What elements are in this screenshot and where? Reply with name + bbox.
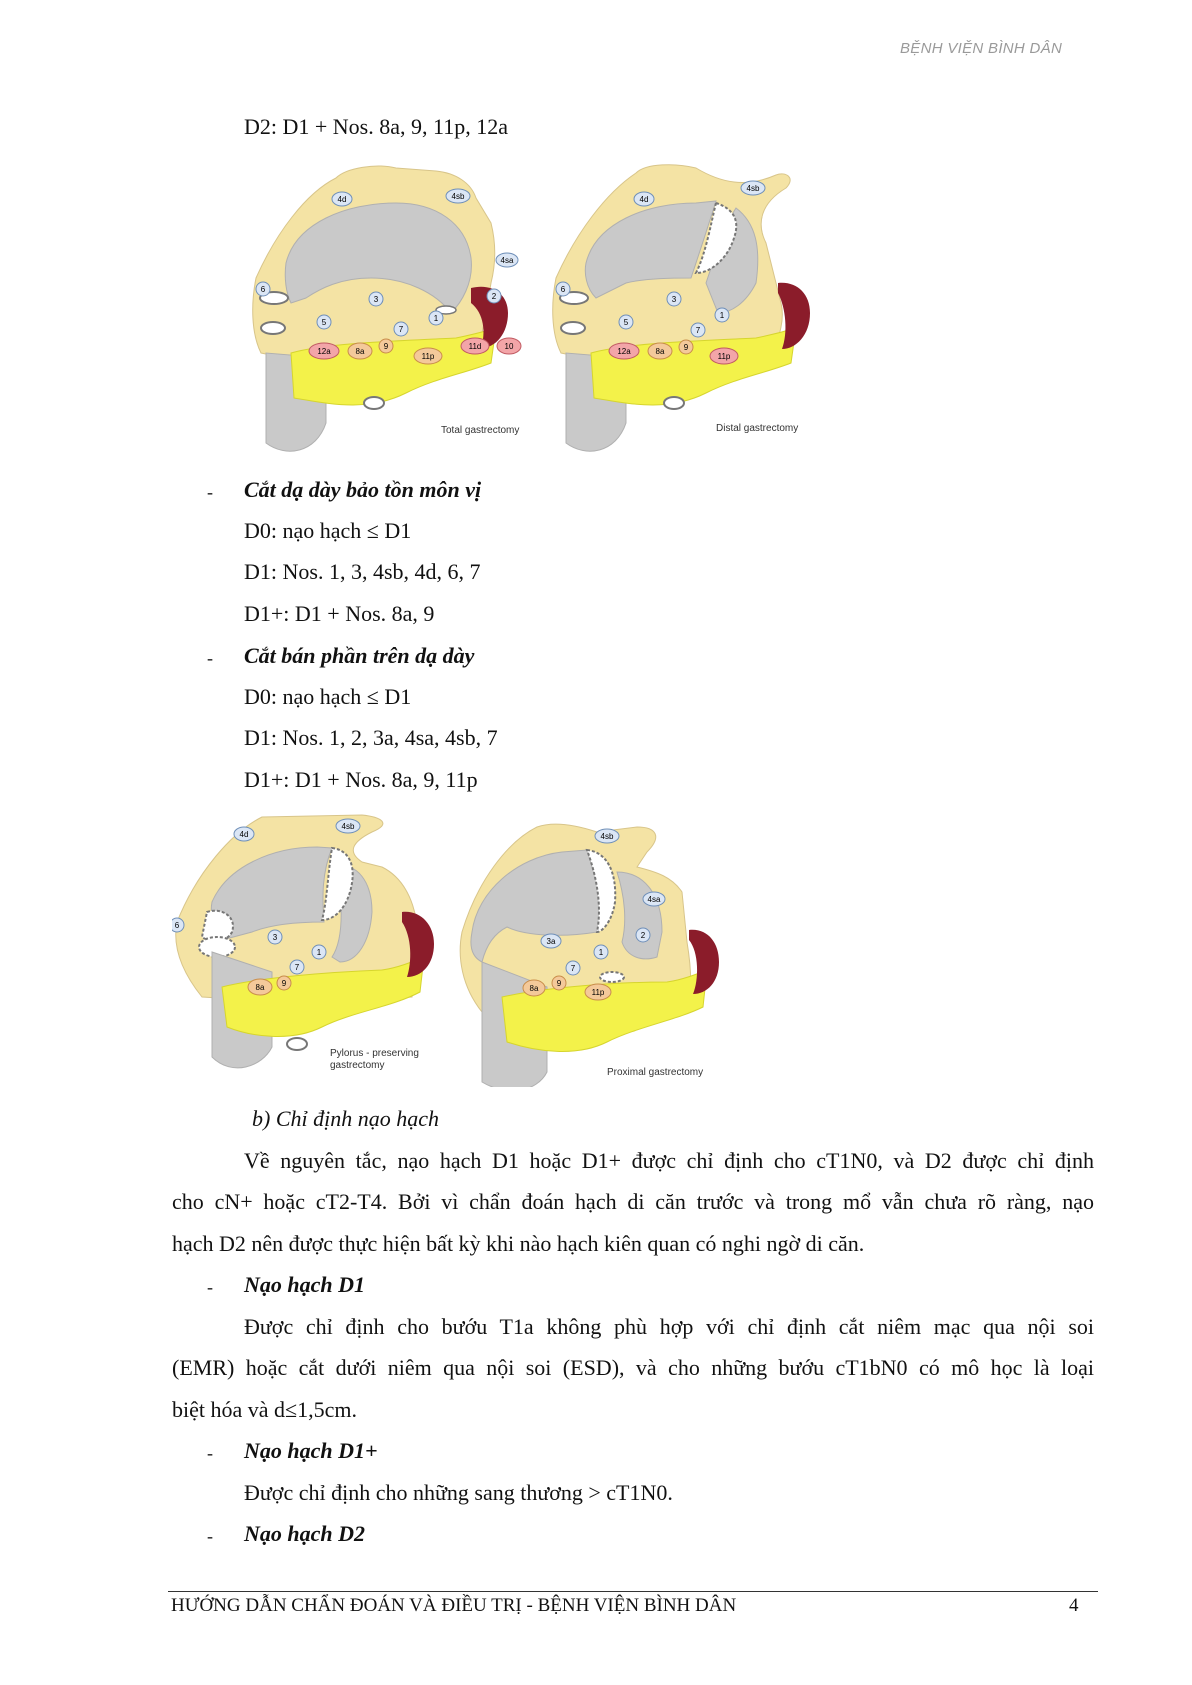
figure-2-svg xyxy=(172,812,742,1087)
footer-title: HƯỚNG DẪN CHẨN ĐOÁN VÀ ĐIỀU TRỊ - BỆNH VIỆN BÌNH DÂN xyxy=(171,1595,737,1616)
lymph-node-label: 8a xyxy=(655,347,665,356)
lymph-node-label: 6 xyxy=(560,285,566,294)
figure-caption: Pylorus - preserving xyxy=(330,1048,419,1059)
panel-pylorus-preserving xyxy=(172,815,434,1071)
lymph-node-label: 12a xyxy=(317,347,331,356)
figure-caption: Distal gastrectomy xyxy=(716,423,799,434)
lymph-node-label: 11p xyxy=(717,352,731,361)
panel-distal-gastrectomy xyxy=(553,165,810,451)
paragraph-line: (EMR) hoặc cắt dưới niêm qua nội soi (ESD), và cho những bướu cT1bN0 có mô học là loại xyxy=(172,1355,1094,1380)
lymph-node-label: 9 xyxy=(281,979,287,988)
lymph-node-label: 7 xyxy=(695,326,701,335)
lymph-node-label: 5 xyxy=(623,318,629,327)
lymph-node-label: 7 xyxy=(398,325,404,334)
lymph-node-label: 3 xyxy=(671,295,677,304)
figure-1-svg xyxy=(246,163,866,458)
lymph-node-label: 4d xyxy=(639,195,649,204)
body-line: D1: Nos. 1, 2, 3a, 4sa, 4sb, 7 xyxy=(244,725,498,750)
lymph-node-label: 4sb xyxy=(451,192,465,201)
footer-rule xyxy=(168,1591,1098,1592)
lymph-node-label: 1 xyxy=(433,314,439,323)
lymph-node-label: 1 xyxy=(719,311,725,320)
panel-proximal-gastrectomy xyxy=(460,824,719,1087)
lymph-node-label: 7 xyxy=(570,964,576,973)
paragraph-line: Được chỉ định cho bướu T1a không phù hợp với chỉ định cắt niêm mạc qua nội soi xyxy=(244,1314,1094,1339)
lymph-node-label: 8a xyxy=(255,983,265,992)
lymph-node-label: 9 xyxy=(383,342,389,351)
lymph-node-label: 4sb xyxy=(341,822,355,831)
section-title: Cắt dạ dày bảo tồn môn vị xyxy=(244,477,482,502)
body-line: D0: nạo hạch ≤ D1 xyxy=(244,684,412,709)
running-header: BỆNH VIỆN BÌNH DÂN xyxy=(900,40,1063,57)
body-line: D0: nạo hạch ≤ D1 xyxy=(244,518,412,543)
lymph-node-label: 1 xyxy=(598,948,604,957)
body-line: D1+: D1 + Nos. 8a, 9 xyxy=(244,601,435,626)
lymph-node-label: 12a xyxy=(617,347,631,356)
paragraph-line: hạch D2 nên được thực hiện bất kỳ khi nào hạch kiên quan có nghi ngờ di căn. xyxy=(172,1231,865,1256)
lymph-node-label: 4d xyxy=(337,195,347,204)
lymph-node-label: 5 xyxy=(321,318,327,327)
section-title: Nạo hạch D1+ xyxy=(244,1438,378,1463)
subsection-heading: b) Chỉ định nạo hạch xyxy=(252,1106,439,1131)
lymph-node-label: 4sa xyxy=(647,895,661,904)
lymph-node-label: 2 xyxy=(640,931,646,940)
figure-caption: gastrectomy xyxy=(330,1060,385,1071)
bullet: - xyxy=(207,1277,213,1297)
figure-caption: Total gastrectomy xyxy=(441,425,520,436)
lymph-node-label: 11d xyxy=(468,342,482,351)
lymph-node-label: 9 xyxy=(683,343,689,352)
lymph-node-label: 1 xyxy=(316,948,322,957)
lymph-node-label: 7 xyxy=(294,963,300,972)
section-title: Nạo hạch D2 xyxy=(244,1521,366,1546)
figure-total-distal-gastrectomy xyxy=(246,163,866,458)
lymph-node-label: 4sb xyxy=(600,832,614,841)
lymph-node-label: 4sb xyxy=(746,184,760,193)
lymph-node-label: 11p xyxy=(591,988,605,997)
body-line: D1+: D1 + Nos. 8a, 9, 11p xyxy=(244,767,478,792)
lymph-node-label: 2 xyxy=(491,292,497,301)
lymph-node-label: 6 xyxy=(174,921,180,930)
lymph-node-label: 3 xyxy=(373,295,379,304)
lymph-node-label: 9 xyxy=(556,979,562,988)
panel-total-gastrectomy xyxy=(253,166,521,451)
lymph-node-label: 11p xyxy=(421,352,435,361)
paragraph-line: cho cN+ hoặc cT2-T4. Bởi vì chẩn đoán hạch di căn trước và trong mổ vẫn chưa rõ ràng, nạo xyxy=(172,1189,1094,1214)
lymph-node-label: 4sa xyxy=(500,256,514,265)
d2-definition: D2: D1 + Nos. 8a, 9, 11p, 12a xyxy=(244,114,508,139)
bullet: - xyxy=(207,1526,213,1546)
bullet: - xyxy=(207,482,213,502)
lymph-node-label: 10 xyxy=(504,342,514,351)
body-line: Được chỉ định cho những sang thương > cT1N0. xyxy=(244,1480,673,1505)
figure-caption: Proximal gastrectomy xyxy=(607,1067,704,1078)
body-line: D1: Nos. 1, 3, 4sb, 4d, 6, 7 xyxy=(244,559,481,584)
lymph-node-label: 4d xyxy=(239,830,249,839)
lymph-node-label: 6 xyxy=(260,285,266,294)
page-number: 4 xyxy=(1069,1595,1079,1616)
lymph-node-label: 8a xyxy=(355,347,365,356)
paragraph-line: biệt hóa và d≤1,5cm. xyxy=(172,1397,357,1422)
lymph-node-label: 3a xyxy=(546,937,556,946)
lymph-node-label: 3 xyxy=(272,933,278,942)
bullet: - xyxy=(207,648,213,668)
section-title: Nạo hạch D1 xyxy=(244,1272,366,1297)
figure-pylorus-proximal-gastrectomy xyxy=(172,812,742,1087)
paragraph-line: Về nguyên tắc, nạo hạch D1 hoặc D1+ được chỉ định cho cT1N0, và D2 được chỉ định xyxy=(244,1148,1094,1173)
bullet: - xyxy=(207,1443,213,1463)
lymph-node-label: 8a xyxy=(529,984,539,993)
section-title: Cắt bán phần trên dạ dày xyxy=(244,643,475,668)
